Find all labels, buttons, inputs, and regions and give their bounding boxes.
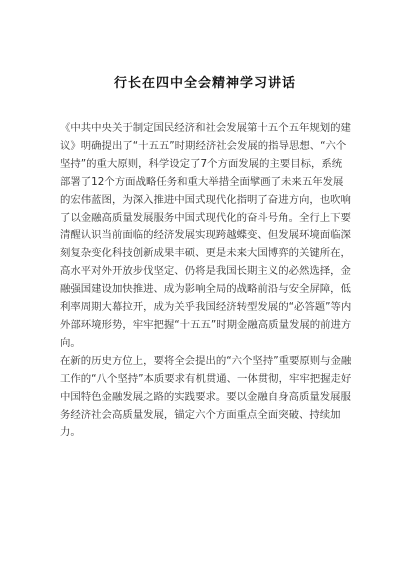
document-body <box>60 120 352 442</box>
document-title: 行长在四中全会精神学习讲话 <box>113 76 296 91</box>
paragraph: 在新的历史方位上，要将全会提出的“六个坚持”重要原则与金融工作的“八个坚持”本质要求有机贯通、一体贯彻，牢牢把握走好中国特色金融发展之路的实践要求。要以金融自身高质量发展服务经济社会高质量发展，锚定六个方面重点全面突破、持续加力。 <box>60 354 352 439</box>
paragraph: 《中共中央关于制定国民经济和社会发展第十五个五年规划的建议》明确提出了“十五五”时期经济社会发展的指导思想、“六个坚持”的重大原则，科学设定了7个方面发展的主要目标，系统部署了12个方面战略任务和重大举措全面擘画了未来五年发展的宏伟蓝图，为深入推进中国式现代化指明了奋进方向，也吹响了以金融高质量发展服务中国式现代化的奋斗号角。全行上下要清醒认识当前面临的经济发展实现跨越蝶变、但发展环境面临深刻复杂变化科技创新成果丰硕、更是未来大国博弈的关键所在，高水平对外开放步伐坚定、仍将是我国长期主义的必然选择，金融强国建设加快推进、成为影响全局的战略前沿与安全屏障，低利率周期大幕拉开，成为关乎我国经济转型发展的“必答题”等内外部环境形势，牢牢把握“十五五”时期金融高质量发展的前进方向。 <box>60 122 352 349</box>
